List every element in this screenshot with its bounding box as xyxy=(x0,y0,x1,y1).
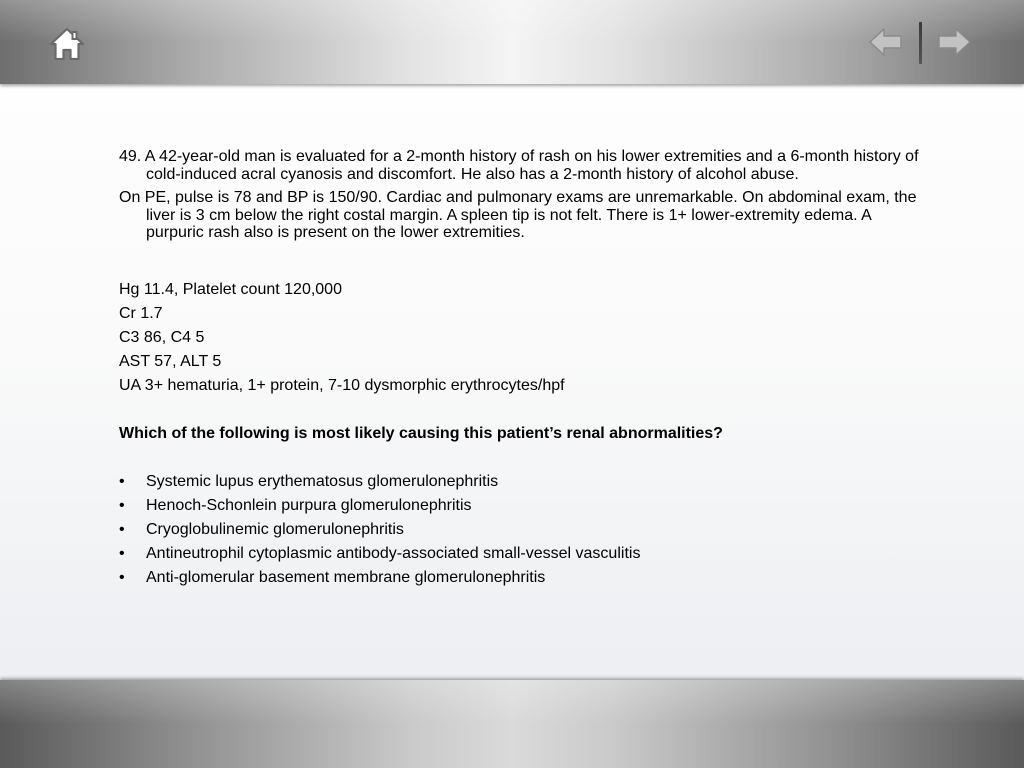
answer-choices xyxy=(119,470,919,590)
slide-content xyxy=(119,148,919,606)
answer-choice xyxy=(119,542,919,566)
lab-line: AST 57, ALT 5 xyxy=(119,352,222,370)
bullet: • xyxy=(119,544,125,562)
answer-choice-text: Cryoglobulinemic glomerulonephritis xyxy=(146,520,404,538)
bullet: • xyxy=(119,520,125,538)
lab-results xyxy=(119,278,919,398)
answer-choice xyxy=(119,518,919,542)
next-slide-button[interactable] xyxy=(936,26,972,58)
question-stem-history: 49. A 42-year-old man is evaluated for a 2-month history of rash on his lower extremities and a 6-month history of cold-induced acral cyanosis and discomfort. He also has a 2-month history of alcohol abuse. xyxy=(119,148,919,183)
answer-choice xyxy=(119,494,919,518)
answer-choice-text: Antineutrophil cytoplasmic antibody-associated small-vessel vasculitis xyxy=(146,544,641,562)
home-button[interactable] xyxy=(48,26,86,62)
bottom-toolbar xyxy=(0,680,1024,768)
question-stem-exam: On PE, pulse is 78 and BP is 150/90. Cardiac and pulmonary exams are unremarkable. On abdominal exam, the liver is 3 cm below the right costal margin. A spleen tip is not felt. There is 1+ lower-extremity edema. A purpuric rash also is present on the lower extremities. xyxy=(119,189,917,241)
arrow-left-icon xyxy=(868,26,904,58)
home-icon xyxy=(48,26,86,62)
bullet: • xyxy=(119,472,125,490)
lab-line: UA 3+ hematuria, 1+ protein, 7-10 dysmorphic erythrocytes/hpf xyxy=(119,376,565,394)
answer-choice xyxy=(119,470,919,494)
lab-line: Hg 11.4, Platelet count 120,000 xyxy=(119,280,342,298)
nav-divider xyxy=(919,22,922,64)
answer-choice-text: Systemic lupus erythematosus glomerulonephritis xyxy=(146,472,499,490)
bullet: • xyxy=(119,568,125,586)
answer-choice-text: Henoch-Schonlein purpura glomerulonephritis xyxy=(146,496,472,514)
bullet: • xyxy=(119,496,125,514)
lab-line: C3 86, C4 5 xyxy=(119,328,205,346)
previous-slide-button[interactable] xyxy=(868,26,904,58)
lab-line: Cr 1.7 xyxy=(119,304,163,322)
arrow-right-icon xyxy=(936,26,972,58)
answer-choice-text: Anti-glomerular basement membrane glomerulonephritis xyxy=(146,568,546,586)
answer-choice xyxy=(119,566,919,590)
question-prompt: Which of the following is most likely causing this patient’s renal abnormalities? xyxy=(119,424,723,442)
